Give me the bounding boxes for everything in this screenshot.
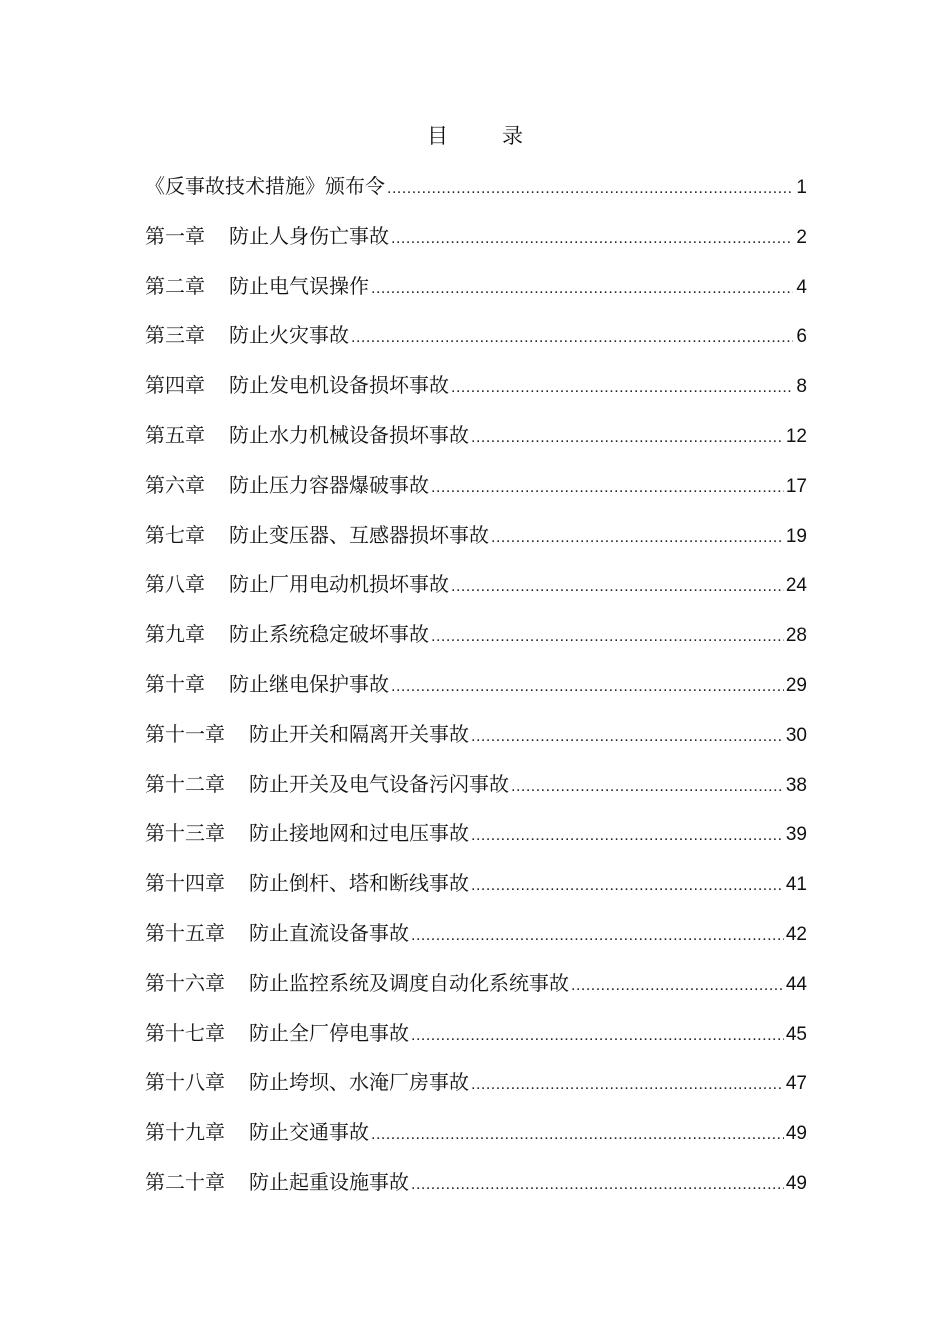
toc-entry[interactable] — [145, 467, 807, 517]
toc-dot-leader — [431, 470, 784, 506]
toc-heading: 防止开关和隔离开关事故 — [249, 721, 469, 746]
toc-heading: 防止变压器、互感器损坏事故 — [229, 522, 489, 547]
toc-heading: 防止发电机设备损坏事故 — [229, 373, 449, 398]
toc-heading: 防止监控系统及调度自动化系统事故 — [249, 970, 569, 995]
toc-heading: 防止人身伤亡事故 — [229, 223, 389, 248]
toc-entry[interactable] — [145, 915, 807, 965]
toc-title-first-char: 目 — [427, 124, 448, 148]
toc-dot-leader — [491, 520, 784, 556]
toc-page-number: 24 — [785, 575, 807, 597]
toc-chapter-number: 第八章 — [145, 572, 205, 597]
toc-page-number: 12 — [785, 425, 807, 447]
toc-page-number: 19 — [785, 525, 807, 547]
toc-entry[interactable] — [145, 865, 807, 915]
toc-chapter-number: 第二章 — [145, 273, 205, 298]
toc-chapter-number: 第十五章 — [145, 920, 225, 945]
toc-page-number: 44 — [785, 973, 807, 995]
toc-dot-leader — [431, 619, 784, 655]
toc-entry[interactable] — [145, 168, 807, 218]
toc-page-number: 30 — [785, 724, 807, 746]
toc-entry[interactable] — [145, 1114, 807, 1164]
toc-entry[interactable] — [145, 1064, 807, 1114]
toc-entry[interactable] — [145, 417, 807, 467]
toc-heading: 防止起重设施事故 — [249, 1169, 409, 1194]
toc-heading: 防止交通事故 — [249, 1120, 369, 1145]
toc-heading: 防止厂用电动机损坏事故 — [229, 572, 449, 597]
toc-page-number: 6 — [796, 326, 807, 348]
toc-dot-leader — [351, 320, 793, 356]
toc-chapter-number: 第七章 — [145, 522, 205, 547]
toc-entry[interactable] — [145, 317, 807, 367]
toc-entry[interactable] — [145, 218, 807, 268]
toc-page-number: 38 — [785, 774, 807, 796]
toc-chapter-number: 第一章 — [145, 223, 205, 248]
toc-entry[interactable] — [145, 616, 807, 666]
toc-page-number: 49 — [785, 1123, 807, 1145]
toc-chapter-number: 第五章 — [145, 422, 205, 447]
toc-heading: 防止垮坝、水淹厂房事故 — [249, 1070, 469, 1095]
toc-dot-leader — [471, 818, 784, 854]
toc-chapter-number: 第九章 — [145, 622, 205, 647]
toc-entry[interactable] — [145, 815, 807, 865]
toc-chapter-number: 第三章 — [145, 323, 205, 348]
toc-chapter-number: 第十七章 — [145, 1020, 225, 1045]
toc-dot-leader — [451, 370, 793, 406]
toc-dot-leader — [471, 868, 784, 904]
toc-dot-leader — [411, 1018, 784, 1054]
toc-chapter-number: 第十四章 — [145, 871, 225, 896]
toc-entry[interactable] — [145, 666, 807, 716]
toc-heading: 防止系统稳定破坏事故 — [229, 622, 429, 647]
toc-page-number: 28 — [785, 625, 807, 647]
toc-chapter-number: 第十二章 — [145, 771, 225, 796]
toc-entry[interactable] — [145, 367, 807, 417]
toc-heading: 防止继电保护事故 — [229, 671, 389, 696]
toc-dot-leader — [571, 968, 784, 1004]
toc-page-number: 45 — [785, 1023, 807, 1045]
toc-entry[interactable] — [145, 965, 807, 1015]
toc-entry[interactable] — [145, 268, 807, 318]
toc-page-number: 17 — [785, 475, 807, 497]
toc-dot-leader — [391, 221, 793, 257]
toc-dot-leader — [411, 1167, 784, 1203]
toc-page-number: 8 — [796, 376, 807, 398]
toc-chapter-number: 第十八章 — [145, 1070, 225, 1095]
toc-heading: 防止火灾事故 — [229, 323, 349, 348]
toc-entry[interactable] — [145, 1015, 807, 1065]
toc-dot-leader — [371, 271, 793, 307]
toc-title-second-char: 录 — [502, 124, 523, 148]
toc-heading: 防止直流设备事故 — [249, 920, 409, 945]
toc-entry[interactable] — [145, 517, 807, 567]
toc-chapter-number: 第十六章 — [145, 970, 225, 995]
toc-chapter-number: 第十章 — [145, 671, 205, 696]
toc-chapter-number: 第十一章 — [145, 721, 225, 746]
toc-chapter-number: 第十三章 — [145, 821, 225, 846]
toc-heading: 防止全厂停电事故 — [249, 1020, 409, 1045]
toc-heading: 防止接地网和过电压事故 — [249, 821, 469, 846]
toc-page-number: 42 — [785, 923, 807, 945]
toc-chapter-number: 第十九章 — [145, 1120, 225, 1145]
toc-page-number: 47 — [785, 1073, 807, 1095]
toc-dot-leader — [451, 569, 784, 605]
toc-dot-leader — [371, 1117, 784, 1153]
toc-heading: 防止电气误操作 — [229, 273, 369, 298]
toc-dot-leader — [511, 769, 784, 805]
toc-dot-leader — [411, 918, 784, 954]
toc-chapter-number: 第二十章 — [145, 1169, 225, 1194]
toc-entry[interactable] — [145, 1164, 807, 1214]
toc-page-number: 41 — [785, 874, 807, 896]
toc-page-number: 2 — [796, 226, 807, 248]
toc-heading: 《反事故技术措施》颁布令 — [145, 174, 385, 198]
toc-entry[interactable] — [145, 566, 807, 616]
toc-dot-leader — [471, 420, 784, 456]
toc-page-number: 1 — [796, 177, 807, 198]
toc-dot-leader — [387, 171, 793, 207]
toc-title — [0, 120, 950, 150]
toc-dot-leader — [471, 1067, 784, 1103]
toc-page-number: 29 — [785, 674, 807, 696]
toc-heading: 防止倒杆、塔和断线事故 — [249, 871, 469, 896]
toc-heading: 防止开关及电气设备污闪事故 — [249, 771, 509, 796]
toc-heading: 防止水力机械设备损坏事故 — [229, 422, 469, 447]
toc-dot-leader — [391, 669, 784, 705]
toc-entry[interactable] — [145, 766, 807, 816]
toc-heading: 防止压力容器爆破事故 — [229, 472, 429, 497]
toc-chapter-number: 第四章 — [145, 373, 205, 398]
toc-dot-leader — [471, 719, 784, 755]
toc-list — [145, 168, 807, 1214]
toc-chapter-number: 第六章 — [145, 472, 205, 497]
toc-entry[interactable] — [145, 716, 807, 766]
toc-page-number: 49 — [785, 1172, 807, 1194]
toc-page-number: 4 — [796, 276, 807, 298]
toc-page-number: 39 — [785, 824, 807, 846]
